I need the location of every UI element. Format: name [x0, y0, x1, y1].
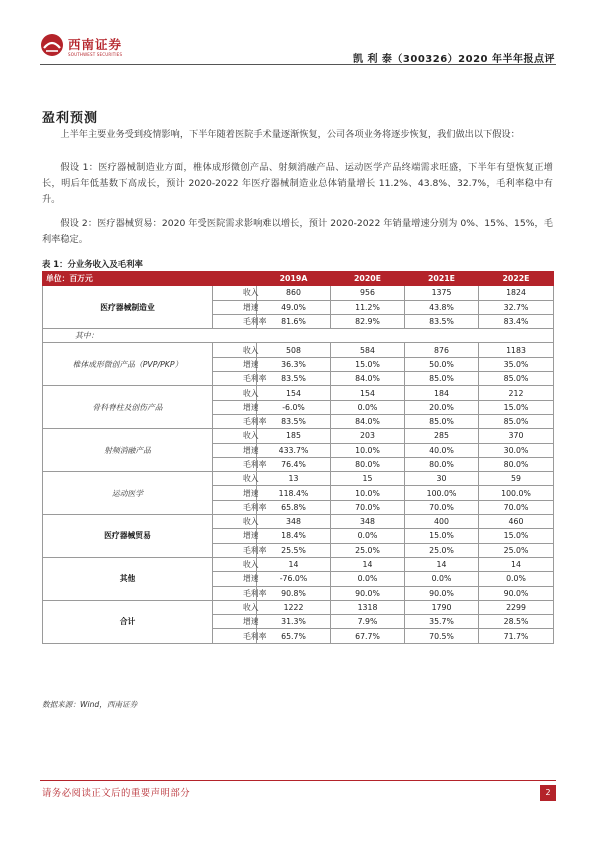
table-cell: 80.0%	[331, 457, 405, 471]
table-cell: 90.0%	[331, 586, 405, 600]
paragraph-intro: 上半年主要业务受到疫情影响，下半年随着医院手术量逐渐恢复，公司各项业务将逐步恢复，我们做出以下假设：	[60, 129, 520, 140]
table-cell: 90.0%	[405, 586, 479, 600]
table-cell: 82.9%	[331, 314, 405, 328]
metric-label: 毛利率	[213, 457, 257, 471]
table-cell: 0.0%	[331, 572, 405, 586]
paragraph-assumption-1: 假设 1：医疗器械制造业方面，椎体成形微创产品、射频消融产品、运动医学产品终端需求旺盛，下半年有望恢复正增长，明后年低基数下高成长，预计 2020-2022 年医疗器械制造业总体销量增长 11.2%、43.8%、32.7%，毛利率稳中有升。	[42, 162, 553, 205]
table-cell: 25.5%	[257, 543, 331, 557]
table-row	[43, 386, 554, 400]
table-cell: 400	[405, 515, 479, 529]
table-cell: 14	[405, 557, 479, 571]
table-cell: 83.4%	[479, 314, 554, 328]
table-cell: 1375	[405, 286, 479, 300]
table-cell: 20.0%	[405, 400, 479, 414]
table-cell: 70.5%	[405, 629, 479, 643]
table-cell: 30.0%	[479, 443, 554, 457]
metric-label: 收入	[213, 343, 257, 357]
segment-name: 其他	[43, 557, 213, 600]
table-cell: 212	[479, 386, 554, 400]
table-cell: 0.0%	[331, 529, 405, 543]
table-cell: 14	[331, 557, 405, 571]
metric-label: 毛利率	[213, 543, 257, 557]
table-cell: 0.0%	[405, 572, 479, 586]
footer-disclaimer: 请务必阅读正文后的重要声明部分	[42, 788, 191, 799]
table-cell: 80.0%	[479, 457, 554, 471]
table-cell: -6.0%	[257, 400, 331, 414]
company-logo	[40, 30, 140, 64]
table-cell: 71.7%	[479, 629, 554, 643]
data-source: 数据来源：Wind，西南证券	[42, 700, 138, 709]
table-cell: 203	[331, 429, 405, 443]
table-cell: 50.0%	[405, 357, 479, 371]
table-cell: 67.7%	[331, 629, 405, 643]
table-row	[43, 557, 554, 571]
table-row	[43, 472, 554, 486]
table-cell: 65.7%	[257, 629, 331, 643]
metric-label: 毛利率	[213, 414, 257, 428]
table-subheader-row	[43, 329, 554, 343]
table-row	[43, 600, 554, 614]
table-cell: 76.4%	[257, 457, 331, 471]
table-header-row	[43, 272, 554, 286]
metric-label: 毛利率	[213, 629, 257, 643]
table-cell: 84.0%	[331, 414, 405, 428]
metric-label: 收入	[213, 515, 257, 529]
subheader-label: 其中：	[43, 329, 554, 343]
table-cell: 31.3%	[257, 615, 331, 629]
table-row	[43, 515, 554, 529]
table-cell: 0.0%	[479, 572, 554, 586]
table-row	[43, 429, 554, 443]
table-cell: 81.6%	[257, 314, 331, 328]
table-row	[43, 286, 554, 300]
table-cell: 1318	[331, 600, 405, 614]
logo-text-cn: 西南证券	[68, 37, 123, 52]
table-cell: 860	[257, 286, 331, 300]
table-cell: 1790	[405, 600, 479, 614]
table-cell: 0.0%	[331, 400, 405, 414]
table-cell: 36.3%	[257, 357, 331, 371]
metric-label: 收入	[213, 600, 257, 614]
metric-label: 收入	[213, 557, 257, 571]
table-cell: 35.7%	[405, 615, 479, 629]
table-cell: 85.0%	[405, 414, 479, 428]
segment-name: 医疗器械贸易	[43, 515, 213, 558]
table-cell: 83.5%	[257, 414, 331, 428]
table-cell: 15.0%	[405, 529, 479, 543]
table-cell: -76.0%	[257, 572, 331, 586]
table-cell: 1824	[479, 286, 554, 300]
metric-label: 增速	[213, 615, 257, 629]
table-cell: 70.0%	[479, 500, 554, 514]
table-cell: 460	[479, 515, 554, 529]
table-cell: 15.0%	[479, 400, 554, 414]
metric-label: 增速	[213, 486, 257, 500]
section-title: 盈利预测	[42, 111, 99, 126]
logo-text-en: SOUTHWEST SECURITIES	[68, 52, 123, 57]
table-unit: 单位：百万元	[43, 272, 257, 286]
table-row	[43, 343, 554, 357]
table-cell: 956	[331, 286, 405, 300]
table-cell: 32.7%	[479, 300, 554, 314]
table-cell: 100.0%	[405, 486, 479, 500]
segment-name: 射频消融产品	[43, 429, 213, 472]
table-cell: 11.2%	[331, 300, 405, 314]
table-cell: 348	[257, 515, 331, 529]
table-cell: 876	[405, 343, 479, 357]
table-cell: 18.4%	[257, 529, 331, 543]
metric-label: 增速	[213, 400, 257, 414]
table-cell: 100.0%	[479, 486, 554, 500]
table-cell: 1183	[479, 343, 554, 357]
segment-name: 椎体成形微创产品（PVP/PKP）	[43, 343, 213, 386]
metric-label: 收入	[213, 286, 257, 300]
table-cell: 70.0%	[331, 500, 405, 514]
report-title: 凯 利 泰（300326）2020 年半年报点评	[352, 54, 555, 65]
table-cell: 35.0%	[479, 357, 554, 371]
table-cell: 83.5%	[405, 314, 479, 328]
table-cell: 70.0%	[405, 500, 479, 514]
column-header: 2019A	[257, 272, 331, 286]
header-divider	[40, 64, 556, 65]
table-cell: 2299	[479, 600, 554, 614]
table-cell: 40.0%	[405, 443, 479, 457]
metric-label: 增速	[213, 300, 257, 314]
metric-label: 毛利率	[213, 586, 257, 600]
table-cell: 84.0%	[331, 372, 405, 386]
table-cell: 14	[479, 557, 554, 571]
table-cell: 154	[331, 386, 405, 400]
metric-label: 毛利率	[213, 372, 257, 386]
table-cell: 90.8%	[257, 586, 331, 600]
table-cell: 15	[331, 472, 405, 486]
metric-label: 收入	[213, 386, 257, 400]
revenue-margin-table	[42, 271, 554, 644]
table-cell: 25.0%	[331, 543, 405, 557]
table-cell: 1222	[257, 600, 331, 614]
table-cell: 10.0%	[331, 486, 405, 500]
metric-label: 收入	[213, 429, 257, 443]
paragraph-assumption-2: 假设 2：医疗器械贸易：2020 年受医院需求影响难以增长，预计 2020-2022 年销量增速分别为 0%、15%、15%，毛利率稳定。	[42, 218, 553, 245]
metric-label: 增速	[213, 357, 257, 371]
table-cell: 43.8%	[405, 300, 479, 314]
metric-label: 收入	[213, 472, 257, 486]
table-cell: 508	[257, 343, 331, 357]
table-cell: 15.0%	[331, 357, 405, 371]
table-cell: 14	[257, 557, 331, 571]
table-cell: 118.4%	[257, 486, 331, 500]
table-cell: 25.0%	[405, 543, 479, 557]
column-header: 2022E	[479, 272, 554, 286]
table-cell: 154	[257, 386, 331, 400]
table-cell: 65.8%	[257, 500, 331, 514]
column-header: 2021E	[405, 272, 479, 286]
metric-label: 增速	[213, 572, 257, 586]
segment-name: 运动医学	[43, 472, 213, 515]
table-cell: 13	[257, 472, 331, 486]
table-cell: 348	[331, 515, 405, 529]
table-cell: 185	[257, 429, 331, 443]
column-header: 2020E	[331, 272, 405, 286]
table-cell: 49.0%	[257, 300, 331, 314]
table-cell: 90.0%	[479, 586, 554, 600]
table-cell: 80.0%	[405, 457, 479, 471]
metric-label: 增速	[213, 443, 257, 457]
table-title: 表 1：分业务收入及毛利率	[42, 259, 143, 269]
table-cell: 7.9%	[331, 615, 405, 629]
table-cell: 83.5%	[257, 372, 331, 386]
metric-label: 增速	[213, 529, 257, 543]
segment-name: 骨科脊柱及创伤产品	[43, 386, 213, 429]
table-cell: 28.5%	[479, 615, 554, 629]
table-cell: 184	[405, 386, 479, 400]
page-number: 2	[540, 785, 556, 801]
logo-mark-icon	[40, 33, 64, 57]
table-cell: 584	[331, 343, 405, 357]
table-cell: 15.0%	[479, 529, 554, 543]
metric-label: 毛利率	[213, 314, 257, 328]
table-cell: 85.0%	[479, 372, 554, 386]
table-cell: 85.0%	[479, 414, 554, 428]
table-cell: 59	[479, 472, 554, 486]
table-cell: 85.0%	[405, 372, 479, 386]
footer-divider	[40, 780, 556, 781]
table-cell: 25.0%	[479, 543, 554, 557]
table-cell: 370	[479, 429, 554, 443]
table-cell: 10.0%	[331, 443, 405, 457]
table-cell: 285	[405, 429, 479, 443]
segment-name: 合计	[43, 600, 213, 643]
table-cell: 30	[405, 472, 479, 486]
segment-name: 医疗器械制造业	[43, 286, 213, 329]
table-cell: 433.7%	[257, 443, 331, 457]
metric-label: 毛利率	[213, 500, 257, 514]
